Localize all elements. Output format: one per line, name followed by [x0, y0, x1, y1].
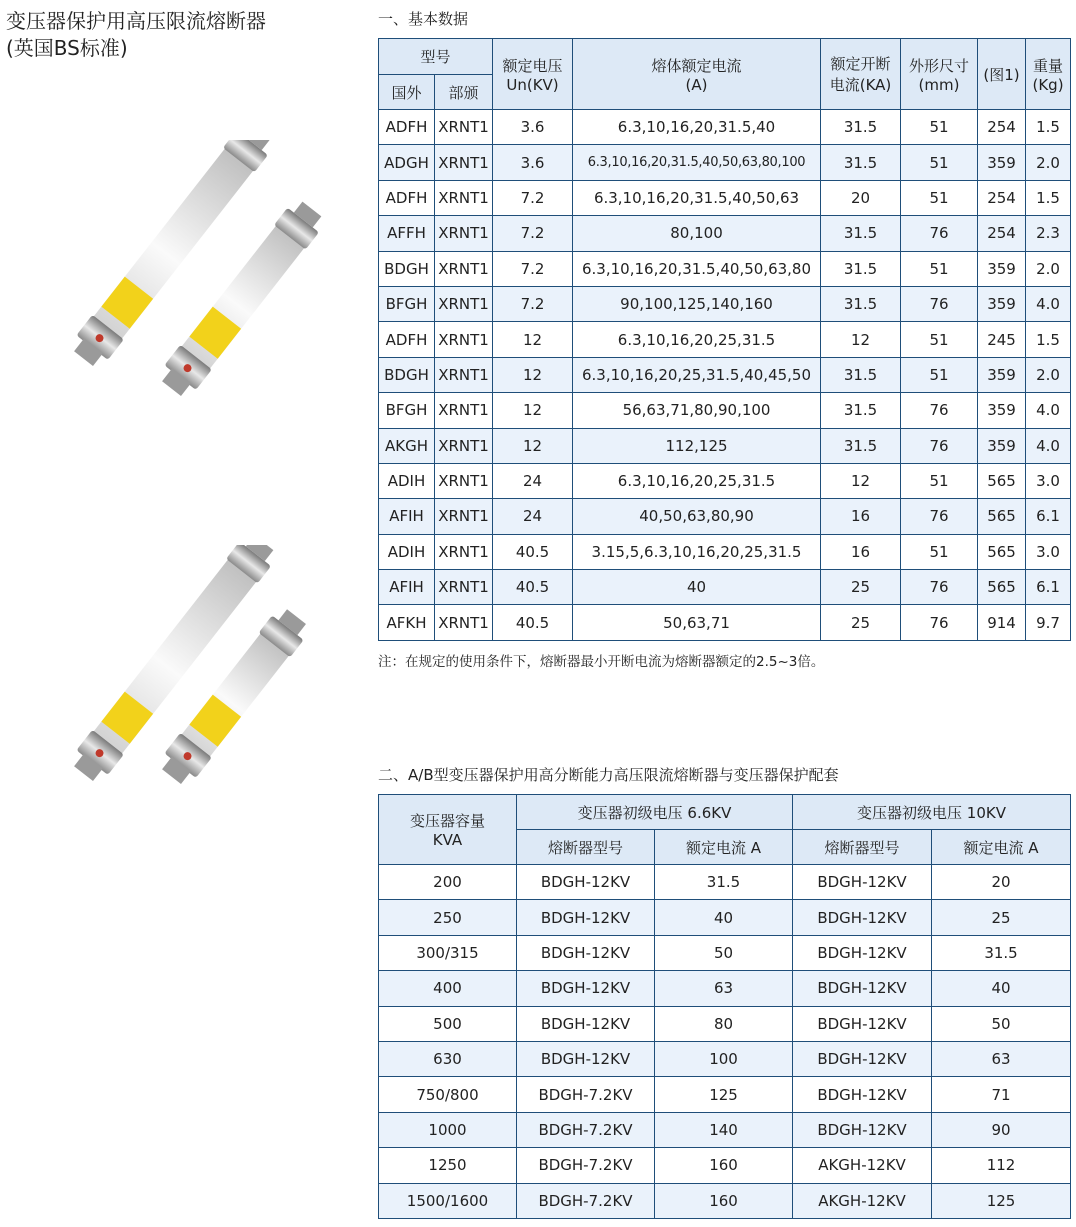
cell-foreign-model: ADFH [379, 322, 435, 357]
cell-outer-size: 51 [901, 110, 978, 145]
cell-foreign-model: ADIH [379, 463, 435, 498]
cell-breaking-current: 16 [821, 534, 901, 569]
cell-rated-current-6-6kv: 31.5 [655, 865, 793, 900]
table-row [379, 1148, 1071, 1183]
table-row [379, 110, 1071, 145]
header-primary-10kv: 变压器初级电压 10KV [793, 795, 1071, 830]
cell-ministry-model: XRNT1 [435, 180, 493, 215]
cell-capacity: 1000 [379, 1112, 517, 1147]
cell-fuse-model-10kv: AKGH-12KV [793, 1183, 932, 1218]
header-model: 型号 [379, 39, 493, 75]
cell-outer-size: 51 [901, 357, 978, 392]
cell-fuse-rated-current: 6.3,10,16,20,31.5,40 [573, 110, 821, 145]
table-row [379, 357, 1071, 392]
cell-foreign-model: AFIH [379, 499, 435, 534]
cell-outer-size: 76 [901, 570, 978, 605]
table-row [379, 393, 1071, 428]
cell-capacity: 1250 [379, 1148, 517, 1183]
cell-fuse-rated-current: 6.3,10,16,20,25,31.5 [573, 322, 821, 357]
header-ministry: 部颁 [435, 75, 493, 110]
cell-fuse-model-6-6kv: BDGH-7.2KV [517, 1183, 655, 1218]
cell-breaking-current: 31.5 [821, 428, 901, 463]
cell-fuse-model-6-6kv: BDGH-12KV [517, 971, 655, 1006]
cell-rated-voltage: 40.5 [493, 570, 573, 605]
cell-fuse-model-10kv: BDGH-12KV [793, 900, 932, 935]
cell-weight: 2.0 [1026, 145, 1071, 180]
cell-fuse-model-10kv: BDGH-12KV [793, 865, 932, 900]
header-fuse-model-10kv: 熔断器型号 [793, 830, 932, 865]
cell-rated-voltage: 40.5 [493, 534, 573, 569]
cell-fuse-model-10kv: BDGH-12KV [793, 935, 932, 970]
cell-rated-voltage: 12 [493, 322, 573, 357]
cell-capacity: 750/800 [379, 1077, 517, 1112]
cell-fuse-rated-current: 56,63,71,80,90,100 [573, 393, 821, 428]
cell-rated-voltage: 7.2 [493, 286, 573, 321]
cell-breaking-current: 31.5 [821, 286, 901, 321]
cell-rated-voltage: 24 [493, 463, 573, 498]
cell-weight: 3.0 [1026, 463, 1071, 498]
cell-figure: 254 [978, 110, 1026, 145]
table-row [379, 499, 1071, 534]
cell-figure: 565 [978, 499, 1026, 534]
cell-capacity: 300/315 [379, 935, 517, 970]
cell-capacity: 1500/1600 [379, 1183, 517, 1218]
cell-fuse-model-6-6kv: BDGH-7.2KV [517, 1112, 655, 1147]
cell-weight: 6.1 [1026, 499, 1071, 534]
table-row [379, 1112, 1071, 1147]
cell-breaking-current: 20 [821, 180, 901, 215]
table-row [379, 570, 1071, 605]
cell-outer-size: 51 [901, 322, 978, 357]
cell-ministry-model: XRNT1 [435, 286, 493, 321]
transformer-matching-table [378, 794, 1071, 1219]
section-2-heading: 二、A/B型变压器保护用高分断能力高压限流熔断器与变压器保护配套 [378, 766, 839, 784]
table-row [379, 534, 1071, 569]
cell-figure: 245 [978, 322, 1026, 357]
cell-rated-voltage: 7.2 [493, 216, 573, 251]
cell-weight: 4.0 [1026, 286, 1071, 321]
cell-rated-voltage: 12 [493, 428, 573, 463]
table-row [379, 1183, 1071, 1218]
cell-fuse-model-10kv: BDGH-12KV [793, 1112, 932, 1147]
cell-rated-voltage: 12 [493, 393, 573, 428]
cell-ministry-model: XRNT1 [435, 428, 493, 463]
cell-fuse-model-10kv: BDGH-12KV [793, 1041, 932, 1076]
cell-weight: 4.0 [1026, 428, 1071, 463]
cell-rated-current-6-6kv: 140 [655, 1112, 793, 1147]
cell-fuse-rated-current: 6.3,10,16,20,31.5,40,50,63,80,100 [573, 145, 821, 180]
cell-outer-size: 76 [901, 605, 978, 640]
table-row [379, 463, 1071, 498]
cell-foreign-model: ADGH [379, 145, 435, 180]
cell-rated-voltage: 3.6 [493, 145, 573, 180]
table-row [379, 1006, 1071, 1041]
cell-fuse-model-6-6kv: BDGH-7.2KV [517, 1077, 655, 1112]
cell-foreign-model: ADFH [379, 180, 435, 215]
cell-figure: 359 [978, 357, 1026, 392]
cell-capacity: 250 [379, 900, 517, 935]
cell-ministry-model: XRNT1 [435, 357, 493, 392]
cell-fuse-model-10kv: BDGH-12KV [793, 971, 932, 1006]
header-weight: 重量 (Kg) [1026, 39, 1071, 110]
cell-fuse-model-6-6kv: BDGH-12KV [517, 1006, 655, 1041]
header-voltage: 额定电压 Un(KV) [493, 39, 573, 110]
cell-rated-current-6-6kv: 63 [655, 971, 793, 1006]
cell-breaking-current: 12 [821, 463, 901, 498]
cell-figure: 254 [978, 180, 1026, 215]
cell-figure: 359 [978, 251, 1026, 286]
cell-fuse-model-6-6kv: BDGH-12KV [517, 900, 655, 935]
header-figure: (图1) [978, 39, 1026, 110]
header-capacity: 变压器容量 KVA [379, 795, 517, 865]
cell-breaking-current: 31.5 [821, 357, 901, 392]
cell-foreign-model: BDGH [379, 251, 435, 286]
page-title [6, 8, 266, 62]
cell-foreign-model: BDGH [379, 357, 435, 392]
cell-fuse-rated-current: 6.3,10,16,20,31.5,40,50,63,80 [573, 251, 821, 286]
cell-foreign-model: AFIH [379, 570, 435, 605]
cell-figure: 254 [978, 216, 1026, 251]
header-current: 熔体额定电流 (A) [573, 39, 821, 110]
cell-weight: 3.0 [1026, 534, 1071, 569]
cell-fuse-model-10kv: AKGH-12KV [793, 1148, 932, 1183]
cell-capacity: 500 [379, 1006, 517, 1041]
cell-fuse-model-10kv: BDGH-12KV [793, 1006, 932, 1041]
cell-rated-current-10kv: 112 [932, 1148, 1071, 1183]
header-size: 外形尺寸 (mm) [901, 39, 978, 110]
cell-foreign-model: BFGH [379, 286, 435, 321]
cell-rated-voltage: 40.5 [493, 605, 573, 640]
cell-weight: 6.1 [1026, 570, 1071, 605]
footnote: 注：在规定的使用条件下，熔断器最小开断电流为熔断器额定的2.5~3倍。 [378, 654, 825, 670]
cell-rated-current-6-6kv: 100 [655, 1041, 793, 1076]
title-line-1: 变压器保护用高压限流熔断器 [6, 9, 266, 33]
cell-rated-current-10kv: 63 [932, 1041, 1071, 1076]
table-row [379, 251, 1071, 286]
cell-weight: 2.3 [1026, 216, 1071, 251]
cell-outer-size: 76 [901, 216, 978, 251]
cell-fuse-rated-current: 40 [573, 570, 821, 605]
cell-foreign-model: BFGH [379, 393, 435, 428]
header-fuse-model-6-6kv: 熔断器型号 [517, 830, 655, 865]
cell-ministry-model: XRNT1 [435, 463, 493, 498]
cell-ministry-model: XRNT1 [435, 570, 493, 605]
cell-weight: 1.5 [1026, 322, 1071, 357]
table-row [379, 428, 1071, 463]
cell-rated-current-6-6kv: 80 [655, 1006, 793, 1041]
cell-rated-voltage: 7.2 [493, 180, 573, 215]
title-line-2: (英国BS标准) [6, 36, 128, 60]
cell-ministry-model: XRNT1 [435, 499, 493, 534]
cell-outer-size: 76 [901, 428, 978, 463]
cell-foreign-model: AFKH [379, 605, 435, 640]
table-row [379, 286, 1071, 321]
cell-outer-size: 51 [901, 145, 978, 180]
table-row [379, 865, 1071, 900]
cell-breaking-current: 12 [821, 322, 901, 357]
cell-outer-size: 51 [901, 534, 978, 569]
table-row [379, 1077, 1071, 1112]
cell-breaking-current: 25 [821, 570, 901, 605]
cell-foreign-model: ADIH [379, 534, 435, 569]
cell-ministry-model: XRNT1 [435, 322, 493, 357]
cell-ministry-model: XRNT1 [435, 251, 493, 286]
cell-rated-current-6-6kv: 125 [655, 1077, 793, 1112]
cell-rated-voltage: 3.6 [493, 110, 573, 145]
cell-weight: 1.5 [1026, 180, 1071, 215]
header-primary-6-6kv: 变压器初级电压 6.6KV [517, 795, 793, 830]
cell-foreign-model: ADFH [379, 110, 435, 145]
cell-rated-current-10kv: 31.5 [932, 935, 1071, 970]
cell-rated-voltage: 7.2 [493, 251, 573, 286]
table-row [379, 900, 1071, 935]
header-rated-current-10kv: 额定电流 A [932, 830, 1071, 865]
cell-outer-size: 51 [901, 251, 978, 286]
fuse-pair-illustration-top [40, 140, 340, 400]
cell-rated-voltage: 24 [493, 499, 573, 534]
cell-outer-size: 51 [901, 180, 978, 215]
cell-rated-current-10kv: 50 [932, 1006, 1071, 1041]
cell-fuse-rated-current: 3.15,5,6.3,10,16,20,25,31.5 [573, 534, 821, 569]
cell-fuse-model-6-6kv: BDGH-12KV [517, 865, 655, 900]
cell-foreign-model: AFFH [379, 216, 435, 251]
cell-weight: 4.0 [1026, 393, 1071, 428]
table-row [379, 1041, 1071, 1076]
cell-capacity: 200 [379, 865, 517, 900]
cell-rated-current-10kv: 20 [932, 865, 1071, 900]
cell-figure: 565 [978, 570, 1026, 605]
cell-ministry-model: XRNT1 [435, 393, 493, 428]
cell-ministry-model: XRNT1 [435, 110, 493, 145]
cell-fuse-rated-current: 80,100 [573, 216, 821, 251]
cell-rated-current-6-6kv: 50 [655, 935, 793, 970]
header-rated-current-6-6kv: 额定电流 A [655, 830, 793, 865]
cell-fuse-model-6-6kv: BDGH-12KV [517, 935, 655, 970]
table-row [379, 935, 1071, 970]
cell-foreign-model: AKGH [379, 428, 435, 463]
cell-fuse-rated-current: 50,63,71 [573, 605, 821, 640]
cell-figure: 359 [978, 428, 1026, 463]
cell-rated-current-6-6kv: 160 [655, 1183, 793, 1218]
cell-figure: 359 [978, 286, 1026, 321]
table-row [379, 145, 1071, 180]
cell-breaking-current: 25 [821, 605, 901, 640]
cell-figure: 565 [978, 463, 1026, 498]
cell-fuse-model-10kv: BDGH-12KV [793, 1077, 932, 1112]
cell-capacity: 400 [379, 971, 517, 1006]
cell-rated-current-10kv: 25 [932, 900, 1071, 935]
table-row [379, 322, 1071, 357]
table-row [379, 605, 1071, 640]
cell-weight: 1.5 [1026, 110, 1071, 145]
cell-fuse-model-6-6kv: BDGH-12KV [517, 1041, 655, 1076]
cell-rated-current-10kv: 125 [932, 1183, 1071, 1218]
cell-figure: 565 [978, 534, 1026, 569]
cell-weight: 2.0 [1026, 357, 1071, 392]
cell-ministry-model: XRNT1 [435, 145, 493, 180]
cell-breaking-current: 31.5 [821, 145, 901, 180]
cell-fuse-rated-current: 6.3,10,16,20,25,31.5,40,45,50 [573, 357, 821, 392]
cell-fuse-rated-current: 40,50,63,80,90 [573, 499, 821, 534]
fuse-pair-illustration-bottom [40, 545, 340, 785]
cell-fuse-model-6-6kv: BDGH-7.2KV [517, 1148, 655, 1183]
table-row [379, 180, 1071, 215]
cell-fuse-rated-current: 90,100,125,140,160 [573, 286, 821, 321]
cell-outer-size: 76 [901, 286, 978, 321]
cell-rated-current-10kv: 71 [932, 1077, 1071, 1112]
cell-breaking-current: 31.5 [821, 393, 901, 428]
header-breaking: 额定开断 电流(KA) [821, 39, 901, 110]
cell-outer-size: 76 [901, 499, 978, 534]
table-row [379, 971, 1071, 1006]
cell-breaking-current: 31.5 [821, 216, 901, 251]
cell-breaking-current: 16 [821, 499, 901, 534]
cell-weight: 9.7 [1026, 605, 1071, 640]
cell-fuse-rated-current: 6.3,10,16,20,25,31.5 [573, 463, 821, 498]
cell-rated-voltage: 12 [493, 357, 573, 392]
cell-ministry-model: XRNT1 [435, 605, 493, 640]
cell-rated-current-10kv: 90 [932, 1112, 1071, 1147]
cell-rated-current-6-6kv: 40 [655, 900, 793, 935]
cell-rated-current-6-6kv: 160 [655, 1148, 793, 1183]
cell-ministry-model: XRNT1 [435, 216, 493, 251]
cell-breaking-current: 31.5 [821, 110, 901, 145]
header-foreign: 国外 [379, 75, 435, 110]
cell-outer-size: 76 [901, 393, 978, 428]
cell-fuse-rated-current: 6.3,10,16,20,31.5,40,50,63 [573, 180, 821, 215]
cell-weight: 2.0 [1026, 251, 1071, 286]
cell-fuse-rated-current: 112,125 [573, 428, 821, 463]
cell-figure: 359 [978, 145, 1026, 180]
cell-figure: 359 [978, 393, 1026, 428]
section-1-heading: 一、基本数据 [378, 10, 469, 28]
cell-ministry-model: XRNT1 [435, 534, 493, 569]
cell-figure: 914 [978, 605, 1026, 640]
table-row [379, 216, 1071, 251]
cell-capacity: 630 [379, 1041, 517, 1076]
basic-data-table [378, 38, 1071, 641]
cell-rated-current-10kv: 40 [932, 971, 1071, 1006]
cell-breaking-current: 31.5 [821, 251, 901, 286]
cell-outer-size: 51 [901, 463, 978, 498]
